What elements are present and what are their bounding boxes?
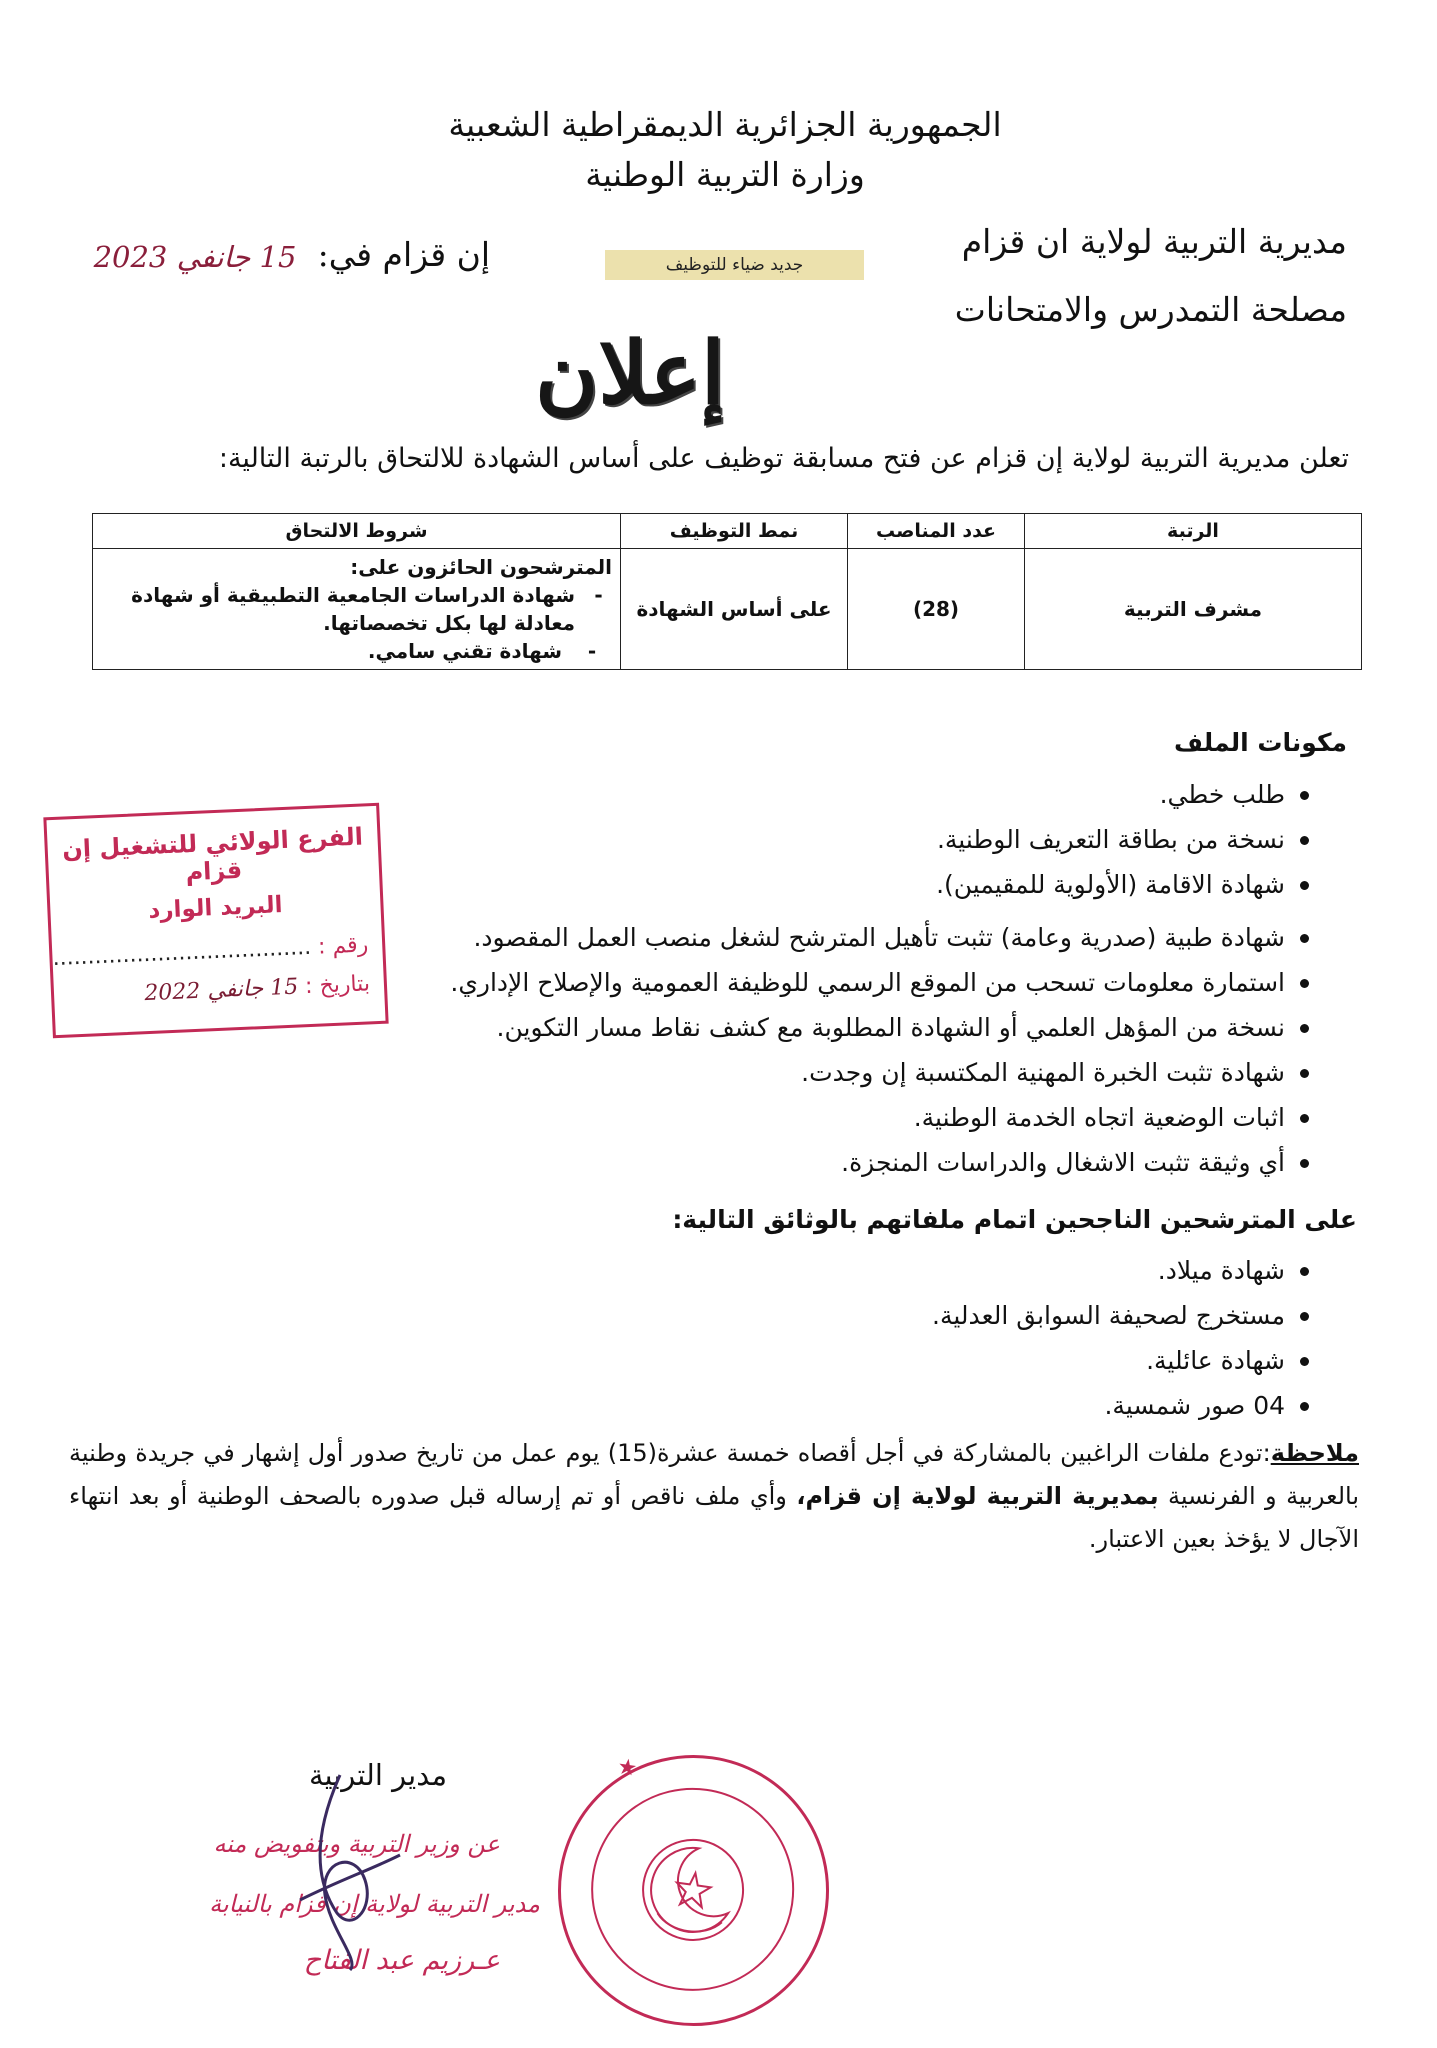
dash-icon: -: [594, 583, 603, 607]
successful-list: [447, 1248, 1347, 1428]
list-item: اثبات الوضعية اتجاه الخدمة الوطنية.: [347, 1095, 1347, 1140]
list-item: شهادة طبية (صدرية وعامة) تثبت تأهيل المترشح لشغل منصب العمل المقصود.: [347, 915, 1347, 960]
cell-conditions: [93, 549, 621, 670]
condition-item: [101, 637, 612, 665]
list-item: شهادة تثبت الخبرة المهنية المكتسبة إن وجدت.: [347, 1050, 1347, 1095]
bullet-icon: [1300, 881, 1309, 890]
bullet-icon: [1300, 1312, 1309, 1321]
header-mode: نمط التوظيف: [621, 514, 848, 549]
star-icon: ★: [615, 1754, 639, 1782]
list-item: استمارة معلومات تسحب من الموقع الرسمي للوظيفة العمومية والإصلاح الإداري.: [347, 960, 1347, 1005]
bullet-icon: [1300, 1267, 1309, 1276]
header-posts: عدد المناصب: [848, 514, 1025, 549]
condition-item: [101, 581, 612, 637]
stamp-date-label: بتاريخ :: [304, 971, 371, 1000]
header-rank: الرتبة: [1025, 514, 1362, 549]
conditions-intro: المترشحون الحائزون على:: [350, 555, 612, 579]
announcement-title: إعلان: [535, 323, 725, 424]
successful-title: على المترشحين الناجحين اتمام ملفاتهم بالوثائق التالية:: [672, 1205, 1357, 1234]
stamp-date-row: [54, 971, 385, 1010]
stamp-line-2: البريد الوارد: [147, 892, 283, 924]
dotted-line: .....................................: [52, 934, 312, 972]
bullet-icon: [1300, 1357, 1309, 1366]
bullet-icon: [1300, 979, 1309, 988]
emblem-icon: [612, 1809, 776, 1973]
stamp-line-1: الفرع الولائي للتشغيل إن قزام: [61, 822, 364, 887]
note-text-2: وأي ملف ناقص أو تم إرساله قبل صدوره بالصحف الوطنية أو بعد انتهاء الآجال لا يؤخذ بعين الاعتبار.: [69, 1482, 1359, 1553]
service-line: مصلحة التمدرس والامتحانات: [954, 290, 1347, 329]
cell-rank: مشرف التربية: [1025, 549, 1362, 670]
bullet-icon: [1300, 1402, 1309, 1411]
received-stamp: [43, 803, 388, 1038]
dash-icon: -: [587, 639, 597, 663]
intro-paragraph: تعلن مديرية التربية لولاية إن قزام عن فتح مسابقة توظيف على أساس الشهادة للالتحاق بالرتبة التالية:: [218, 443, 1349, 474]
stamp-number-label: رقم :: [317, 932, 369, 960]
signature-title: مدير التربية: [308, 1758, 447, 1792]
handwritten-date: 15 جانفي 2023: [93, 240, 297, 274]
condition-text: شهادة تقني سامي.: [367, 639, 562, 663]
note-text-bold: بمديرية التربية لولاية إن قزام،: [796, 1482, 1159, 1510]
bullet-icon: [1300, 1114, 1309, 1123]
republic-heading: الجمهورية الجزائرية الديمقراطية الشعبية: [448, 105, 1002, 144]
signature-line-3: عـرزيم عبد الفتاح: [303, 1945, 500, 1976]
header-conditions: شروط الالتحاق: [93, 514, 621, 549]
bullet-icon: [1300, 1159, 1309, 1168]
list-item: أي وثيقة تثبت الاشغال والدراسات المنجزة.: [347, 1140, 1347, 1185]
condition-text: شهادة الدراسات الجامعية التطبيقية أو شهادة معادلة لها بكل تخصصاتها.: [131, 583, 576, 635]
bullet-icon: [1300, 934, 1309, 943]
cell-posts: (28): [848, 549, 1025, 670]
place-date-label: إن قزام في:: [317, 235, 490, 274]
table-row: [93, 549, 1362, 670]
stamp-handwritten-date: 15 جانفي 2022: [143, 974, 299, 1007]
stamp-number-row: [52, 932, 383, 971]
table-header-row: [93, 514, 1362, 549]
list-item: طلب خطي.: [347, 772, 1347, 817]
handwritten-signature: [280, 1760, 410, 1980]
watermark-tag: جديد ضياء للتوظيف: [605, 250, 864, 280]
official-seal: [540, 1737, 846, 2043]
bullet-icon: [1300, 1024, 1309, 1033]
list-item: شهادة الاقامة (الأولوية للمقيمين).: [347, 862, 1347, 907]
signature-line-2: مدير التربية لولاية إن قزام بالنيابة: [209, 1890, 540, 1918]
bullet-icon: [1300, 1069, 1309, 1078]
list-item: شهادة ميلاد.: [447, 1248, 1347, 1293]
note-label: ملاحظة: [1270, 1439, 1359, 1467]
list-item: مستخرج لصحيفة السوابق العدلية.: [447, 1293, 1347, 1338]
ministry-heading: وزارة التربية الوطنية: [585, 155, 865, 194]
note-paragraph: [69, 1432, 1359, 1561]
list-item: نسخة من المؤهل العلمي أو الشهادة المطلوبة مع كشف نقاط مسار التكوين.: [347, 1005, 1347, 1050]
rank-table: [92, 513, 1362, 670]
list-item: شهادة عائلية.: [447, 1338, 1347, 1383]
file-components-list: [347, 772, 1347, 1185]
note-text-1: :تودع ملفات الراغبين بالمشاركة في أجل أقصاه خمسة عشرة(15) يوم عمل من تاريخ صدور أول إشهار في جريدة وطنية بالعربية و الفرنسية: [69, 1439, 1359, 1510]
bullet-icon: [1300, 836, 1309, 845]
directorate-line: مديرية التربية لولاية ان قزام: [961, 222, 1347, 261]
cell-mode: على أساس الشهادة: [621, 549, 848, 670]
signature-line-1: عن وزير التربية وبتفويض منه: [213, 1830, 500, 1858]
list-item: نسخة من بطاقة التعريف الوطنية.: [347, 817, 1347, 862]
bullet-icon: [1300, 791, 1309, 800]
file-components-title: مكونات الملف: [1174, 728, 1347, 757]
list-item: 04 صور شمسية.: [447, 1383, 1347, 1428]
